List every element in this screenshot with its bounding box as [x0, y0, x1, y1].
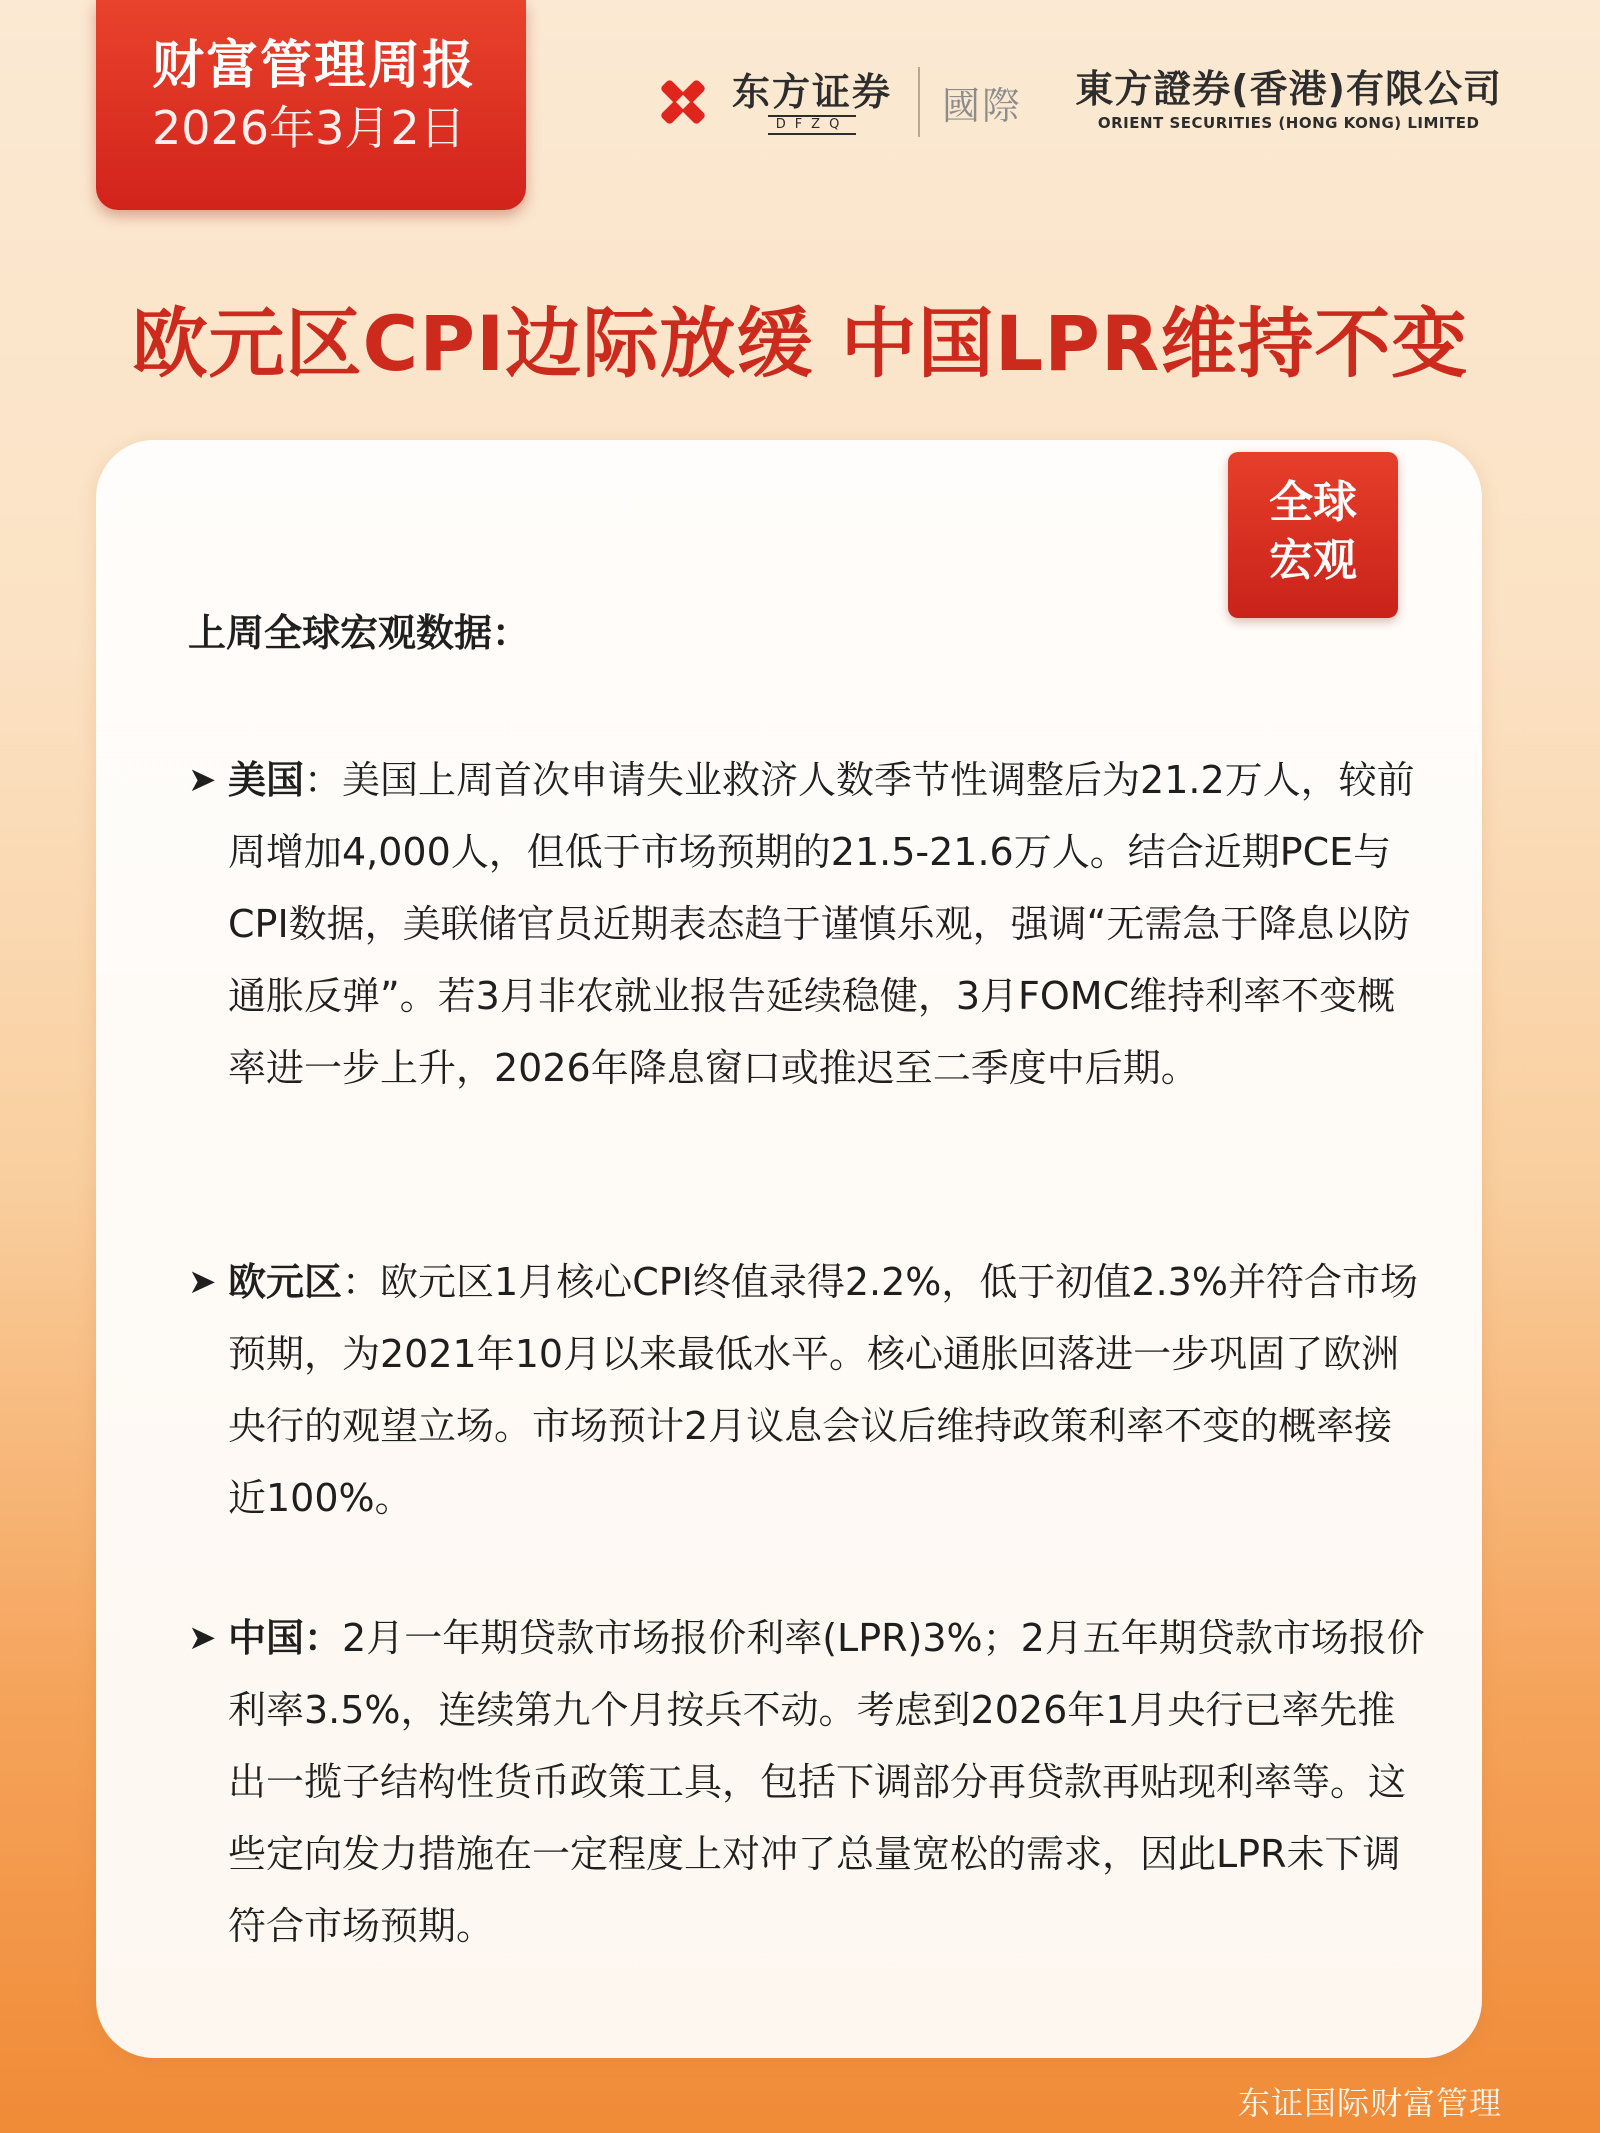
logo-sub: DFZQ: [768, 115, 857, 135]
section-heading: 上周全球宏观数据：: [188, 611, 531, 655]
item-label-us: 美国: [228, 758, 305, 802]
item-label-china: 中国：: [228, 1616, 343, 1660]
item-sep: ：: [342, 1260, 381, 1304]
arrow-bullet-icon: ➤: [188, 760, 217, 800]
content-card: [96, 440, 1482, 2058]
dfzq-logo: [650, 62, 1022, 142]
company-name-cn: 東方證券(香港)有限公司: [1075, 67, 1502, 111]
dfzq-logo-icon: [650, 69, 716, 135]
logo-intl: 國際: [942, 83, 1023, 128]
item-text-us: 美国上周首次申请失业救济人数季节性调整后为21.2万人，较前周增加4,000人，但低于市场预期的21.5-21.6万人。结合近期PCE与CPI数据，美联储官员近期表态趋于谨慎乐观，强调“无需急于降息以防通胀反弹”。若3月非农就业报告延续稳健，3月FOMC维持利率不变概率进一步上升，2026年降息窗口或推迟至二季度中后期。: [228, 758, 1415, 1090]
logo-name: 东方证券: [732, 70, 893, 114]
list-item-eurozone: [188, 1246, 1478, 1534]
footer-brand: 东证国际财富管理: [1237, 2084, 1502, 2122]
list-item-us: [188, 744, 1478, 1104]
item-text-china: 2月一年期贷款市场报价利率(LPR)3%；2月五年期贷款市场报价利率3.5%，连续第九个月按兵不动。考虑到2026年1月央行已率先推出一揽子结构性货币政策工具，包括下调部分再贷款再贴现利率等。这些定向发力措施在一定程度上对冲了总量宽松的需求，因此LPR未下调符合市场预期。: [228, 1616, 1425, 1948]
logo-divider: [918, 67, 920, 137]
company-name-en: ORIENT SECURITIES (HONG KONG) LIMITED: [1097, 114, 1480, 132]
item-label-eurozone: 欧元区: [228, 1260, 343, 1304]
page-title: 欧元区CPI边际放缓 中国LPR维持不变: [131, 299, 1469, 388]
arrow-bullet-icon: ➤: [188, 1618, 217, 1658]
category-tag-line1: 全球: [1269, 477, 1357, 528]
arrow-bullet-icon: ➤: [188, 1262, 217, 1302]
report-badge-date: 2026年3月2日: [152, 101, 466, 155]
item-text-eurozone: 欧元区1月核心CPI终值录得2.2%，低于初值2.3%并符合市场预期，为2021年10月以来最低水平。核心通胀回落进一步巩固了欧洲央行的观望立场。市场预计2月议息会议后维持政策利率不变的概率接近100%。: [228, 1260, 1418, 1520]
category-tag: [1228, 452, 1398, 618]
report-badge-title: 财富管理周报: [152, 36, 477, 96]
company-name-block: [1075, 66, 1502, 134]
category-tag-line2: 宏观: [1269, 535, 1357, 586]
item-sep: ：: [304, 758, 343, 802]
list-item-china: [188, 1602, 1478, 1962]
report-badge: [96, 0, 526, 210]
